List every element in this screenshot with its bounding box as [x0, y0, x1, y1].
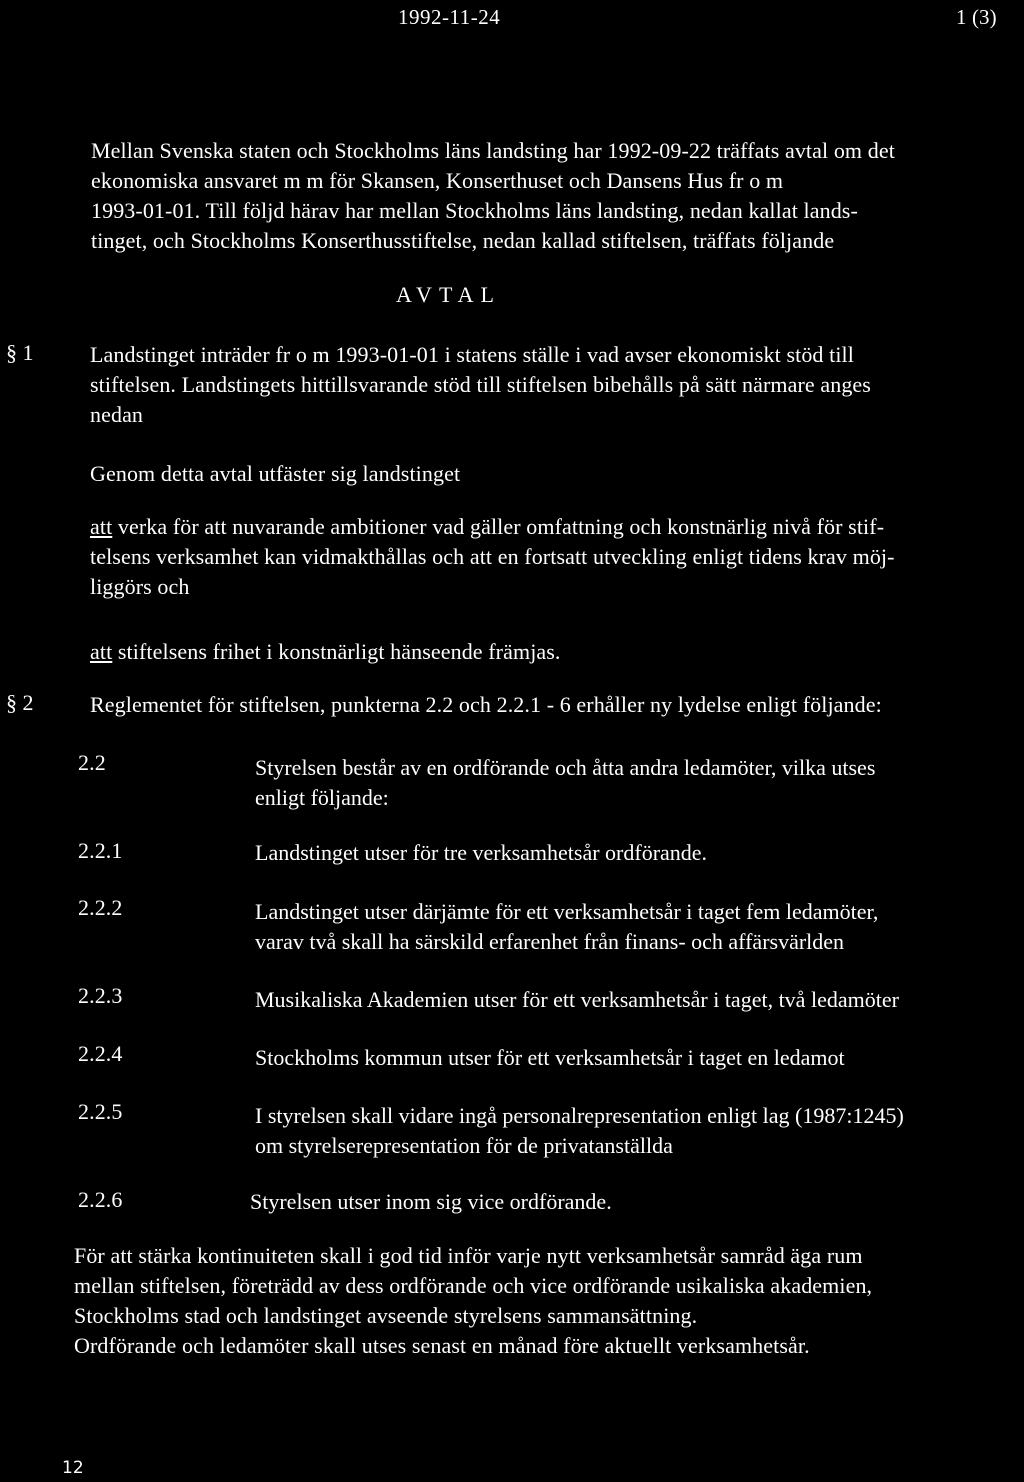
page-number: 1 (3) — [956, 5, 997, 29]
closing-paragraph — [74, 1241, 872, 1361]
item-line: Musikaliska Akademien utser för ett verksamhetsår i taget, två ledamöter — [255, 987, 899, 1012]
item-line: om styrelserepresentation för de privatanställda — [255, 1133, 673, 1158]
item-number: 2.2.2 — [78, 895, 123, 920]
item-text — [255, 838, 707, 868]
item-line: Styrelsen består av en ordförande och åtta andra ledamöter, vilka utses — [255, 755, 876, 780]
item-line: varav två skall ha särskild erfarenhet från finans- och affärsvärlden — [255, 929, 845, 954]
att-clause-1 — [90, 512, 895, 602]
att-clause-line: verka för att nuvarande ambitioner vad gäller omfattning och konstnärlig nivå för stif- — [112, 514, 885, 539]
item-text — [255, 1101, 904, 1161]
item-line: I styrelsen skall vidare ingå personalrepresentation enligt lag (1987:1245) — [255, 1103, 904, 1128]
att-label: att — [90, 514, 113, 539]
item-text — [255, 985, 899, 1015]
att-clause-line: liggörs och — [90, 574, 190, 599]
section-2-marker: § 2 — [6, 690, 34, 715]
item-line: Landstinget utser därjämte för ett verksamhetsår i taget fem ledamöter, — [255, 899, 879, 924]
item-number: 2.2.1 — [78, 838, 123, 863]
item-text — [255, 897, 878, 957]
item-line: Stockholms kommun utser för ett verksamhetsår i taget en ledamot — [255, 1045, 845, 1070]
closing-line: För att stärka kontinuiteten skall i god tid inför varje nytt verksamhetsår samråd äga rum — [74, 1243, 863, 1268]
section-1-line: nedan — [90, 402, 144, 427]
item-text — [255, 1043, 845, 1073]
agreement-title: AVTAL — [396, 282, 501, 307]
att-clause-line: telsens verksamhet kan vidmakthållas och att en fortsatt utveckling enligt tidens krav möj- — [90, 544, 895, 569]
section-1-marker: § 1 — [6, 340, 34, 365]
intro-line: Mellan Svenska staten och Stockholms läns landsting har 1992-09-22 träffats avtal om det — [91, 138, 895, 163]
intro-line: tinget, och Stockholms Konserthusstiftelse, nedan kallad stiftelsen, träffats följande — [91, 228, 835, 253]
item-number: 2.2.6 — [78, 1187, 123, 1212]
closing-line: Ordförande och ledamöter skall utses senast en månad före aktuellt verksamhetsår. — [74, 1333, 810, 1358]
section-2-intro: Reglementet för stiftelsen, punkterna 2.2 och 2.2.1 - 6 erhåller ny lydelse enligt följande: — [90, 692, 882, 717]
att-clause-line: stiftelsens frihet i konstnärligt hänseende främjas. — [112, 639, 561, 664]
section-1-paragraph — [90, 340, 871, 430]
item-line: Landstinget utser för tre verksamhetsår ordförande. — [255, 840, 708, 865]
item-number: 2.2.5 — [78, 1099, 123, 1124]
item-text — [250, 1187, 612, 1217]
section-1-line: Landstinget inträder fr o m 1993-01-01 i statens ställe i vad avser ekonomiskt stöd till — [90, 342, 854, 367]
footer-page-code: 12 — [62, 1458, 84, 1478]
commitment-intro: Genom detta avtal utfäster sig landstinget — [90, 461, 461, 486]
item-line: Styrelsen utser inom sig vice ordförande. — [250, 1189, 612, 1214]
intro-paragraph — [91, 136, 895, 256]
closing-line: Stockholms stad och landstinget avseende styrelsens sammansättning. — [74, 1303, 698, 1328]
att-label: att — [90, 639, 113, 664]
item-number: 2.2.4 — [78, 1041, 123, 1066]
item-text — [255, 753, 875, 813]
item-number: 2.2 — [78, 750, 106, 775]
item-line: enligt följande: — [255, 785, 389, 810]
intro-line: 1993-01-01. Till följd härav har mellan Stockholms läns landsting, nedan kallat lands- — [91, 198, 858, 223]
section-1-line: stiftelsen. Landstingets hittillsvarande stöd till stiftelsen bibehålls på sätt närmare anges — [90, 372, 871, 397]
document-date: 1992-11-24 — [398, 5, 501, 29]
att-clause-2 — [90, 637, 561, 667]
closing-line: mellan stiftelsen, företrädd av dess ordförande och vice ordförande usikaliska akademien, — [74, 1273, 873, 1298]
item-number: 2.2.3 — [78, 983, 123, 1008]
intro-line: ekonomiska ansvaret m m för Skansen, Konserthuset och Dansens Hus fr o m — [91, 168, 784, 193]
